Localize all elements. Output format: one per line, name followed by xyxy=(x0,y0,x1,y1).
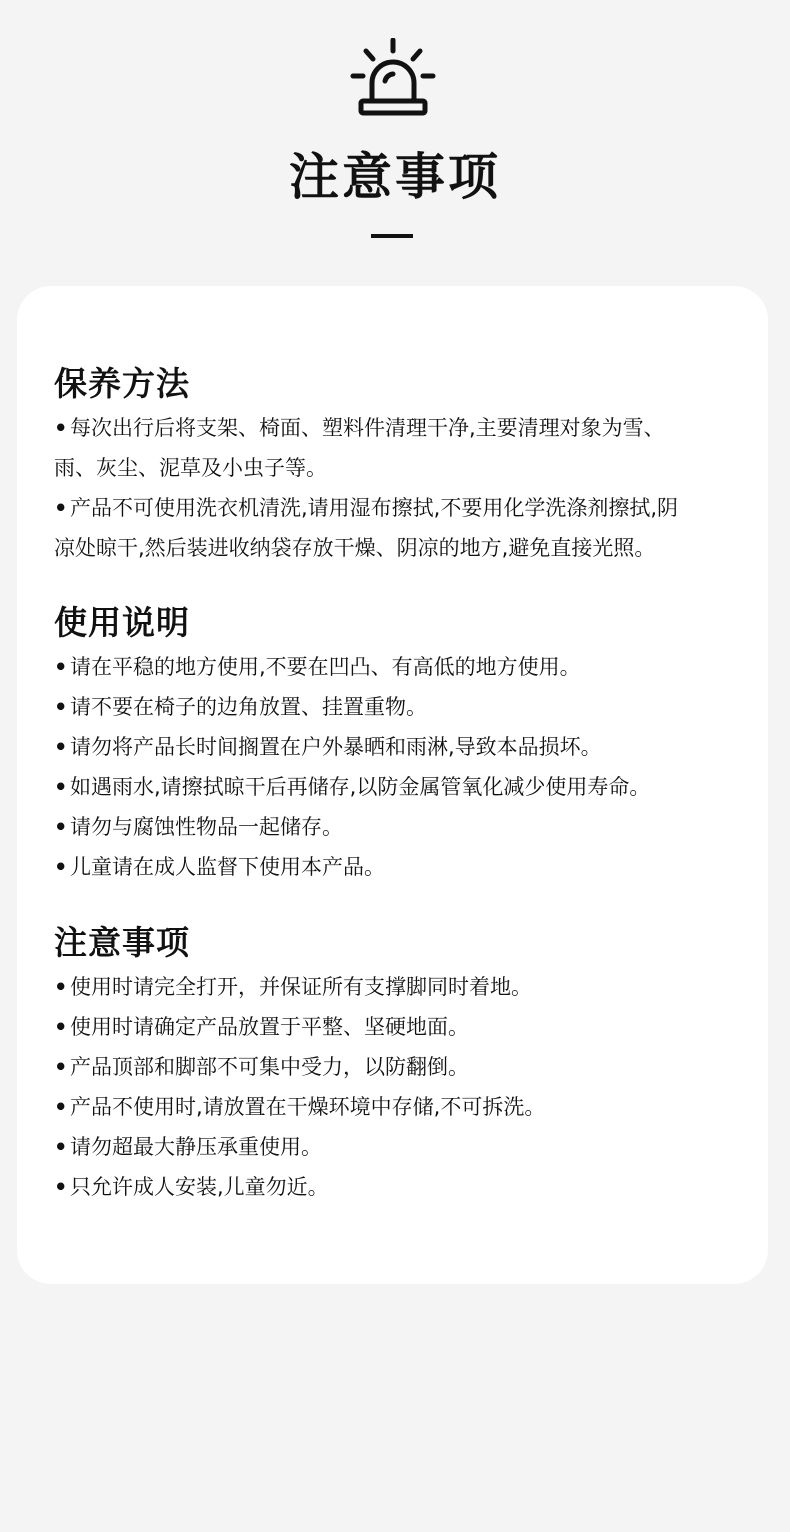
section-heading: 保养方法 xyxy=(54,364,190,403)
list-item-text: 请勿将产品长时间搁置在户外暴晒和雨淋,导致本品损坏。 xyxy=(70,735,602,759)
section-usage xyxy=(54,601,760,887)
bullet: • xyxy=(54,735,68,759)
section-heading: 使用说明 xyxy=(54,603,190,642)
bullet: • xyxy=(54,1015,68,1039)
list-item xyxy=(54,967,760,1007)
list-item xyxy=(54,1007,760,1047)
bullet: • xyxy=(54,496,68,520)
content-card xyxy=(17,286,768,1284)
bullet: • xyxy=(54,975,68,999)
bullet: • xyxy=(54,1135,68,1159)
list-item xyxy=(54,1087,760,1127)
list-item-text: 产品不可使用洗衣机清洗,请用湿布擦拭,不要用化学洗涤剂擦拭,阴 xyxy=(70,496,679,520)
list-item-text: 如遇雨水,请擦拭晾干后再储存,以防金属管氧化减少使用寿命。 xyxy=(70,775,651,799)
list-item-text: 请勿与腐蚀性物品一起储存。 xyxy=(70,815,343,839)
list-item-text: 使用时请完全打开，并保证所有支撑脚同时着地。 xyxy=(70,975,532,999)
list-item xyxy=(54,1167,760,1207)
list-item xyxy=(54,687,760,727)
bullet: • xyxy=(54,655,68,679)
list-item xyxy=(54,1047,760,1087)
bullet: • xyxy=(54,695,68,719)
list-item xyxy=(54,727,760,767)
list-item-text: 只允许成人安装,儿童勿近。 xyxy=(70,1175,329,1199)
bullet: • xyxy=(54,416,68,440)
list-item-text: 请勿超最大静压承重使用。 xyxy=(70,1135,322,1159)
list-item-continuation xyxy=(54,448,760,488)
bullet: • xyxy=(54,815,68,839)
list-item-text: 使用时请确定产品放置于平整、坚硬地面。 xyxy=(70,1015,469,1039)
list-item-text: 凉处晾干,然后装进收纳袋存放干燥、阴凉的地方,避免直接光照。 xyxy=(54,536,656,560)
list-item-text: 儿童请在成人监督下使用本产品。 xyxy=(70,855,385,879)
list-item xyxy=(54,408,760,448)
page-header xyxy=(0,0,790,270)
bullet: • xyxy=(54,855,68,879)
list-item xyxy=(54,1127,760,1167)
alarm-light-icon xyxy=(349,38,437,118)
list-item xyxy=(54,647,760,687)
list-item xyxy=(54,807,760,847)
bullet: • xyxy=(54,775,68,799)
list-item-text: 请不要在椅子的边角放置、挂置重物。 xyxy=(70,695,427,719)
list-item xyxy=(54,767,760,807)
bullet: • xyxy=(54,1055,68,1079)
list-item-text: 请在平稳的地方使用,不要在凹凸、有高低的地方使用。 xyxy=(70,655,581,679)
list-item-text: 每次出行后将支架、椅面、塑料件清理干净,主要清理对象为雪、 xyxy=(70,416,665,440)
bullet: • xyxy=(54,1095,68,1119)
section-heading: 注意事项 xyxy=(54,923,190,962)
list-item-text: 产品不使用时,请放置在干燥环境中存储,不可拆洗。 xyxy=(70,1095,546,1119)
list-item-continuation xyxy=(54,528,760,568)
list-item xyxy=(54,847,760,887)
list-item-text: 产品顶部和脚部不可集中受力，以防翻倒。 xyxy=(70,1055,469,1079)
bullet: • xyxy=(54,1175,68,1199)
section-care xyxy=(54,362,760,568)
list-item xyxy=(54,488,760,528)
section-notice xyxy=(54,921,760,1207)
title-underline xyxy=(371,234,413,238)
list-item-text: 雨、灰尘、泥草及小虫子等。 xyxy=(54,456,327,480)
page-title: 注意事项 xyxy=(289,148,501,206)
